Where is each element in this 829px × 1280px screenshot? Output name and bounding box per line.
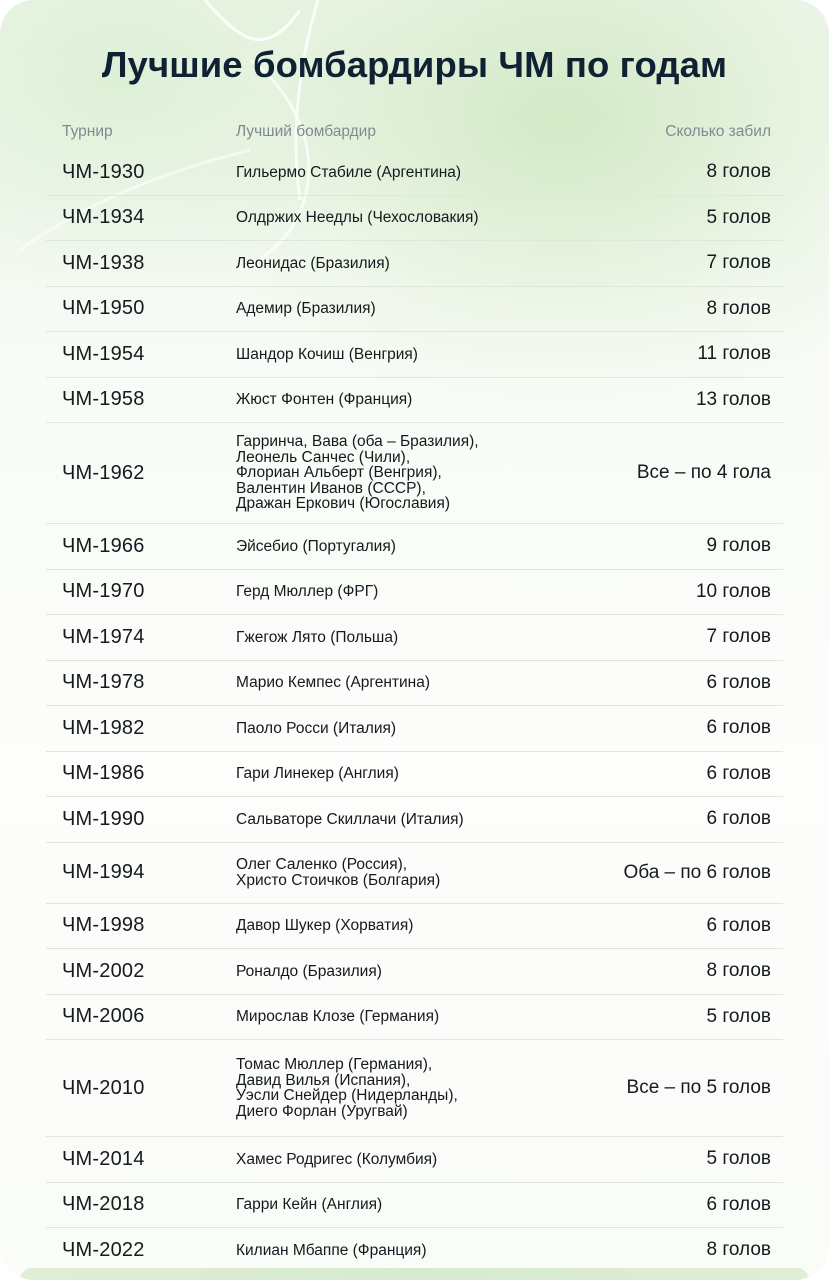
- scorer-name: Герд Мюллер (ФРГ): [236, 583, 379, 600]
- scorer-cell: [236, 675, 563, 691]
- tournament-cell: ЧМ-1970: [62, 580, 145, 603]
- tournament-cell: ЧМ-1986: [62, 762, 145, 785]
- scorer-name: Хамес Родригес (Колумбия): [236, 1150, 438, 1168]
- goals-cell: 10 голов: [695, 580, 771, 602]
- goals-cell: 7 голов: [706, 252, 771, 274]
- goals-cell: 6 голов: [706, 762, 771, 784]
- table-row: [46, 949, 783, 995]
- scorer-cell: [236, 584, 563, 600]
- scorer-cell: [236, 210, 563, 226]
- scorer-name: Олдржих Неедлы (Чехословакия): [236, 209, 479, 226]
- table-row: [46, 752, 783, 798]
- scorer-name: Гари Линекер (Англия): [236, 765, 399, 782]
- tournament-cell: ЧМ-2006: [62, 1005, 145, 1028]
- scorer-cell: [236, 766, 563, 782]
- scorer-name: Давор Шукер (Хорватия): [236, 917, 414, 934]
- scorer-name: Жюст Фонтен (Франция): [236, 391, 413, 408]
- table-row: [46, 287, 783, 333]
- goals-cell: 8 голов: [706, 161, 771, 183]
- table-row: [46, 1137, 783, 1183]
- scorer-name: Диего Форлан (Уругвай): [236, 1102, 408, 1120]
- table-row: [46, 1040, 783, 1137]
- goals-cell: 5 голов: [706, 1148, 771, 1170]
- tournament-cell: ЧМ-1990: [62, 807, 145, 830]
- table-header: [46, 114, 783, 150]
- header-scorer: Лучший бомбардир: [236, 123, 376, 140]
- scorer-name: Леонидас (Бразилия): [236, 254, 390, 272]
- table-row: [46, 241, 783, 287]
- header-goals: Сколько забил: [665, 123, 771, 140]
- goals-cell: 8 голов: [706, 297, 771, 319]
- tournament-cell: ЧМ-1978: [62, 671, 145, 694]
- scorer-cell: [236, 539, 563, 555]
- scorer-name: Сальваторе Скиллачи (Италия): [236, 810, 464, 828]
- tournament-cell: ЧМ-2018: [62, 1193, 145, 1216]
- table-row: [46, 843, 783, 904]
- scorer-cell: [236, 256, 563, 272]
- tournament-cell: ЧМ-1966: [62, 534, 145, 557]
- scorer-name: Томас Мюллер (Германия),: [236, 1056, 433, 1073]
- page-title: Лучшие бомбардиры ЧМ по годам: [101, 44, 728, 85]
- table-row: [46, 378, 783, 424]
- goals-cell: 9 голов: [706, 535, 771, 557]
- goals-cell: 8 голов: [706, 960, 771, 982]
- tournament-cell: ЧМ-1994: [62, 861, 145, 883]
- scorer-name: Христо Стоичков (Болгария): [236, 871, 441, 889]
- tournament-cell: ЧМ-1930: [62, 160, 145, 183]
- tournament-cell: ЧМ-2022: [62, 1238, 145, 1261]
- goals-cell: 13 голов: [695, 388, 771, 410]
- scorer-name: Адемир (Бразилия): [236, 300, 376, 317]
- scorer-name: Мирослав Клозе (Германия): [236, 1008, 440, 1025]
- scorer-cell: [236, 347, 563, 363]
- scorer-cell: [236, 1152, 563, 1168]
- scorer-name: Эйсебио (Португалия): [236, 537, 396, 555]
- goals-cell: 6 голов: [706, 808, 771, 830]
- goals-cell: 5 голов: [706, 206, 771, 228]
- scorer-cell: [236, 392, 563, 408]
- table-row: [46, 150, 783, 196]
- scorer-cell: [236, 434, 563, 512]
- scorer-cell: [236, 630, 563, 646]
- table-row: [46, 1183, 783, 1229]
- scorer-cell: [236, 721, 563, 737]
- scorer-name: Флориан Альберт (Венгрия),: [236, 464, 442, 482]
- table-row: [46, 1228, 783, 1273]
- header-tournament: Турнир: [62, 123, 113, 140]
- tournament-cell: ЧМ-1938: [62, 251, 145, 274]
- tournament-cell: ЧМ-1974: [62, 625, 145, 648]
- table-row: [46, 706, 783, 752]
- bottom-strip: [20, 1268, 809, 1280]
- scorer-cell: [236, 301, 563, 317]
- table-row: [46, 196, 783, 242]
- scorer-cell: [236, 964, 563, 980]
- tournament-cell: ЧМ-1934: [62, 206, 145, 229]
- scorer-name: Леонель Санчес (Чили),: [236, 448, 411, 466]
- tournament-cell: ЧМ-1962: [62, 461, 145, 484]
- goals-cell: Все – по 4 гола: [636, 462, 771, 483]
- top-scorers-table: [46, 114, 783, 1273]
- scorer-name: Гжегож Лято (Польша): [236, 628, 399, 646]
- table-body: [46, 150, 783, 1273]
- scorer-name: Олег Саленко (Россия),: [236, 856, 408, 873]
- tournament-cell: ЧМ-2014: [62, 1147, 145, 1170]
- scorer-name: Паоло Росси (Италия): [236, 719, 397, 737]
- scorer-cell: [236, 857, 563, 888]
- scorer-name: Уэсли Снейдер (Нидерланды),: [236, 1087, 458, 1104]
- goals-cell: 6 голов: [706, 914, 771, 936]
- scorer-cell: [236, 165, 563, 181]
- goals-cell: Все – по 5 голов: [626, 1077, 771, 1098]
- table-row: [46, 797, 783, 843]
- scorer-cell: [236, 1197, 563, 1213]
- tournament-cell: ЧМ-1998: [62, 914, 145, 937]
- table-row: [46, 524, 783, 570]
- tournament-cell: ЧМ-1954: [62, 342, 145, 365]
- scorer-name: Шандор Кочиш (Венгрия): [236, 345, 418, 363]
- scorer-cell: [236, 1009, 563, 1025]
- scorer-name: Давид Вилья (Испания),: [236, 1071, 411, 1089]
- goals-cell: 6 голов: [706, 1193, 771, 1215]
- scorer-name: Дражан Еркович (Югославия): [236, 495, 451, 513]
- scorer-name: Валентин Иванов (СССР),: [236, 479, 426, 497]
- scorer-name: Роналдо (Бразилия): [236, 962, 382, 980]
- tournament-cell: ЧМ-1958: [62, 388, 145, 411]
- tournament-cell: ЧМ-2010: [62, 1076, 145, 1099]
- tournament-cell: ЧМ-2002: [62, 959, 145, 982]
- scorer-cell: [236, 918, 563, 934]
- scorer-name: Килиан Мбаппе (Франция): [236, 1241, 427, 1259]
- table-row: [46, 661, 783, 707]
- scorer-name: Марио Кемпес (Аргентина): [236, 674, 430, 691]
- scorer-cell: [236, 1243, 563, 1259]
- goals-cell: 6 голов: [706, 717, 771, 739]
- scorer-name: Гильермо Стабиле (Аргентина): [236, 163, 462, 181]
- goals-cell: 7 голов: [706, 626, 771, 648]
- tournament-cell: ЧМ-1950: [62, 297, 145, 320]
- table-row: [46, 904, 783, 950]
- table-row: [46, 615, 783, 661]
- goals-cell: 8 голов: [706, 1239, 771, 1261]
- goals-cell: 11 голов: [697, 343, 771, 365]
- goals-cell: Оба – по 6 голов: [623, 861, 771, 883]
- goals-cell: 6 голов: [706, 671, 771, 693]
- goals-cell: 5 голов: [706, 1005, 771, 1027]
- scorer-name: Гарринча, Вава (оба – Бразилия),: [236, 433, 479, 451]
- table-row: [46, 332, 783, 378]
- table-row: [46, 423, 783, 524]
- scorer-name: Гарри Кейн (Англия): [236, 1196, 383, 1213]
- scorer-cell: [236, 1057, 563, 1119]
- tournament-cell: ЧМ-1982: [62, 716, 145, 739]
- table-row: [46, 995, 783, 1041]
- scorer-cell: [236, 812, 563, 828]
- table-row: [46, 570, 783, 616]
